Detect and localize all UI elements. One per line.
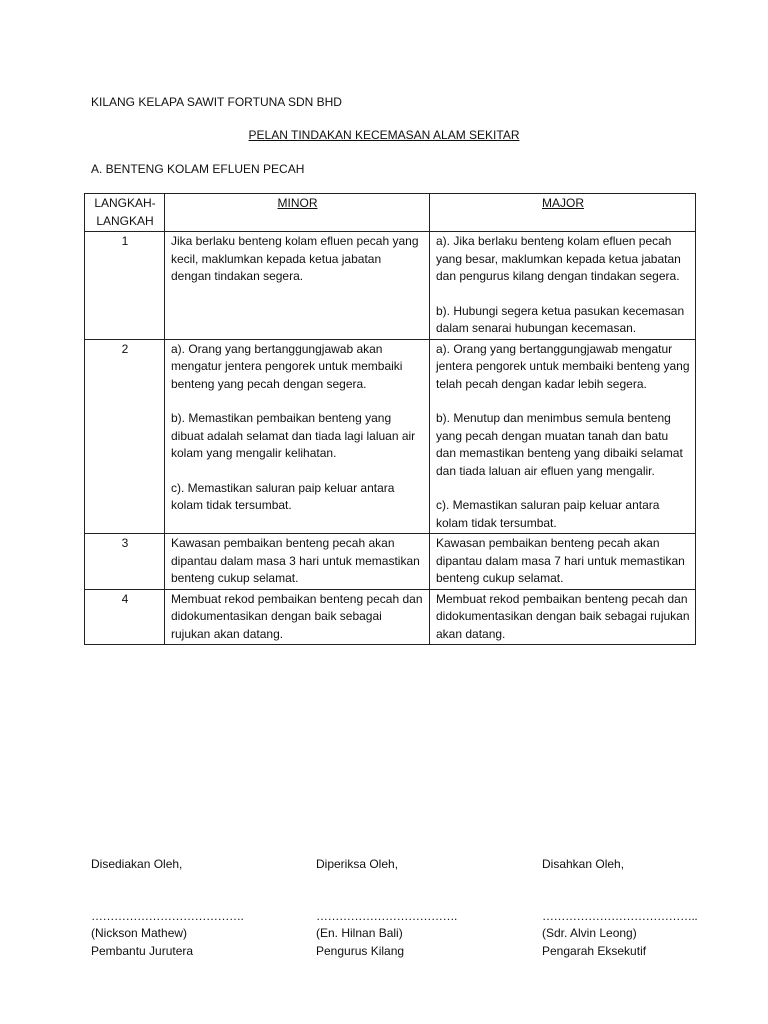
signatory-role: Pembantu Jurutera	[91, 943, 194, 958]
signatory-role: Pengarah Eksekutif	[542, 943, 647, 958]
minor-paragraph: Jika berlaku benteng kolam efluen pecah yang kecil, maklumkan kepada ketua jabatan dengan tindakan segera.	[171, 234, 419, 283]
header-steps: LANGKAH-LANGKAH	[85, 194, 165, 232]
signature-approved-by	[542, 856, 742, 960]
signature-line: …………………………………..	[542, 908, 698, 923]
table-row	[85, 339, 696, 534]
minor-paragraph: Kawasan pembaikan benteng pecah akan dipantau dalam masa 3 hari untuk memastikan benteng cukup selamat.	[171, 536, 420, 585]
minor-paragraph: b). Memastikan pembaikan benteng yang dibuat adalah selamat dan tiada lagi laluan air kolam yang mengalir kelihatan.	[171, 411, 416, 460]
company-name: KILANG KELAPA SAWIT FORTUNA SDN BHD	[91, 95, 342, 109]
signature-prepared-by	[91, 856, 291, 960]
minor-paragraph: c). Memastikan saluran paip keluar antara kolam tidak tersumbat.	[171, 480, 395, 512]
minor-paragraph: a). Orang yang bertanggungjawab akan mengatur jentera pengorek untuk membaiki benteng yang pecah dengan segera.	[171, 341, 403, 391]
minor-cell	[165, 232, 430, 340]
minor-paragraph: Membuat rekod pembaikan benteng pecah dan didokumentasikan dengan baik sebagai rujukan akan datang.	[171, 591, 423, 641]
major-cell	[430, 534, 696, 590]
header-minor: MINOR	[165, 194, 430, 232]
table-row	[85, 589, 696, 645]
signature-line: ………………………………….	[91, 908, 244, 923]
document-title: PELAN TINDAKAN KECEMASAN ALAM SEKITAR	[248, 128, 520, 142]
step-cell: 2	[85, 339, 165, 534]
signatory-name: (En. Hilnan Bali)	[316, 926, 403, 940]
signature-label: Disediakan Oleh,	[91, 857, 183, 871]
signatory-role: Pengurus Kilang	[316, 943, 405, 958]
table-row	[85, 232, 696, 340]
action-plan-table	[84, 193, 696, 645]
signatory-name: (Nickson Mathew)	[91, 926, 188, 940]
table-row	[85, 534, 696, 590]
signatory-name: (Sdr. Alvin Leong)	[542, 926, 637, 940]
signature-label: Diperiksa Oleh,	[316, 857, 399, 871]
step-cell: 1	[85, 232, 165, 340]
signature-line: ……………………………….	[316, 908, 457, 923]
step-cell: 4	[85, 589, 165, 645]
section-heading: A. BENTENG KOLAM EFLUEN PECAH	[91, 162, 305, 176]
major-paragraph: a). Orang yang bertanggungjawab mengatur jentera pengorek untuk membaiki benteng yang telah pecah dengan kadar lebih segera.	[436, 341, 690, 391]
major-cell	[430, 232, 696, 340]
major-paragraph: Kawasan pembaikan benteng pecah akan dipantau dalam masa 7 hari untuk memastikan benteng cukup selamat.	[436, 536, 685, 585]
major-paragraph: c). Memastikan saluran paip keluar antara kolam tidak tersumbat.	[436, 498, 660, 530]
major-paragraph: Membuat rekod pembaikan benteng pecah dan didokumentasikan dengan baik sebagai rujukan akan datang.	[436, 591, 690, 641]
signature-label: Disahkan Oleh,	[542, 857, 625, 871]
major-paragraph: a). Jika berlaku benteng kolam efluen pecah yang besar, maklumkan kepada ketua jabatan dan pengurus kilang dengan tindakan segera.	[436, 234, 681, 283]
major-paragraph: b). Menutup dan menimbus semula benteng yang pecah dengan muatan tanah dan batu dan memastikan benteng yang dibaiki selamat dan tiada laluan air efluen yang mengalir.	[436, 411, 683, 478]
major-paragraph: b). Hubungi segera ketua pasukan kecemasan dalam senarai hubungan kecemasan.	[436, 303, 685, 335]
header-major: MAJOR	[430, 194, 696, 232]
minor-cell	[165, 339, 430, 534]
minor-cell	[165, 534, 430, 590]
signature-checked-by	[316, 856, 516, 960]
major-cell	[430, 339, 696, 534]
step-cell: 3	[85, 534, 165, 590]
major-cell	[430, 589, 696, 645]
table-header-row	[85, 194, 696, 232]
minor-cell	[165, 589, 430, 645]
